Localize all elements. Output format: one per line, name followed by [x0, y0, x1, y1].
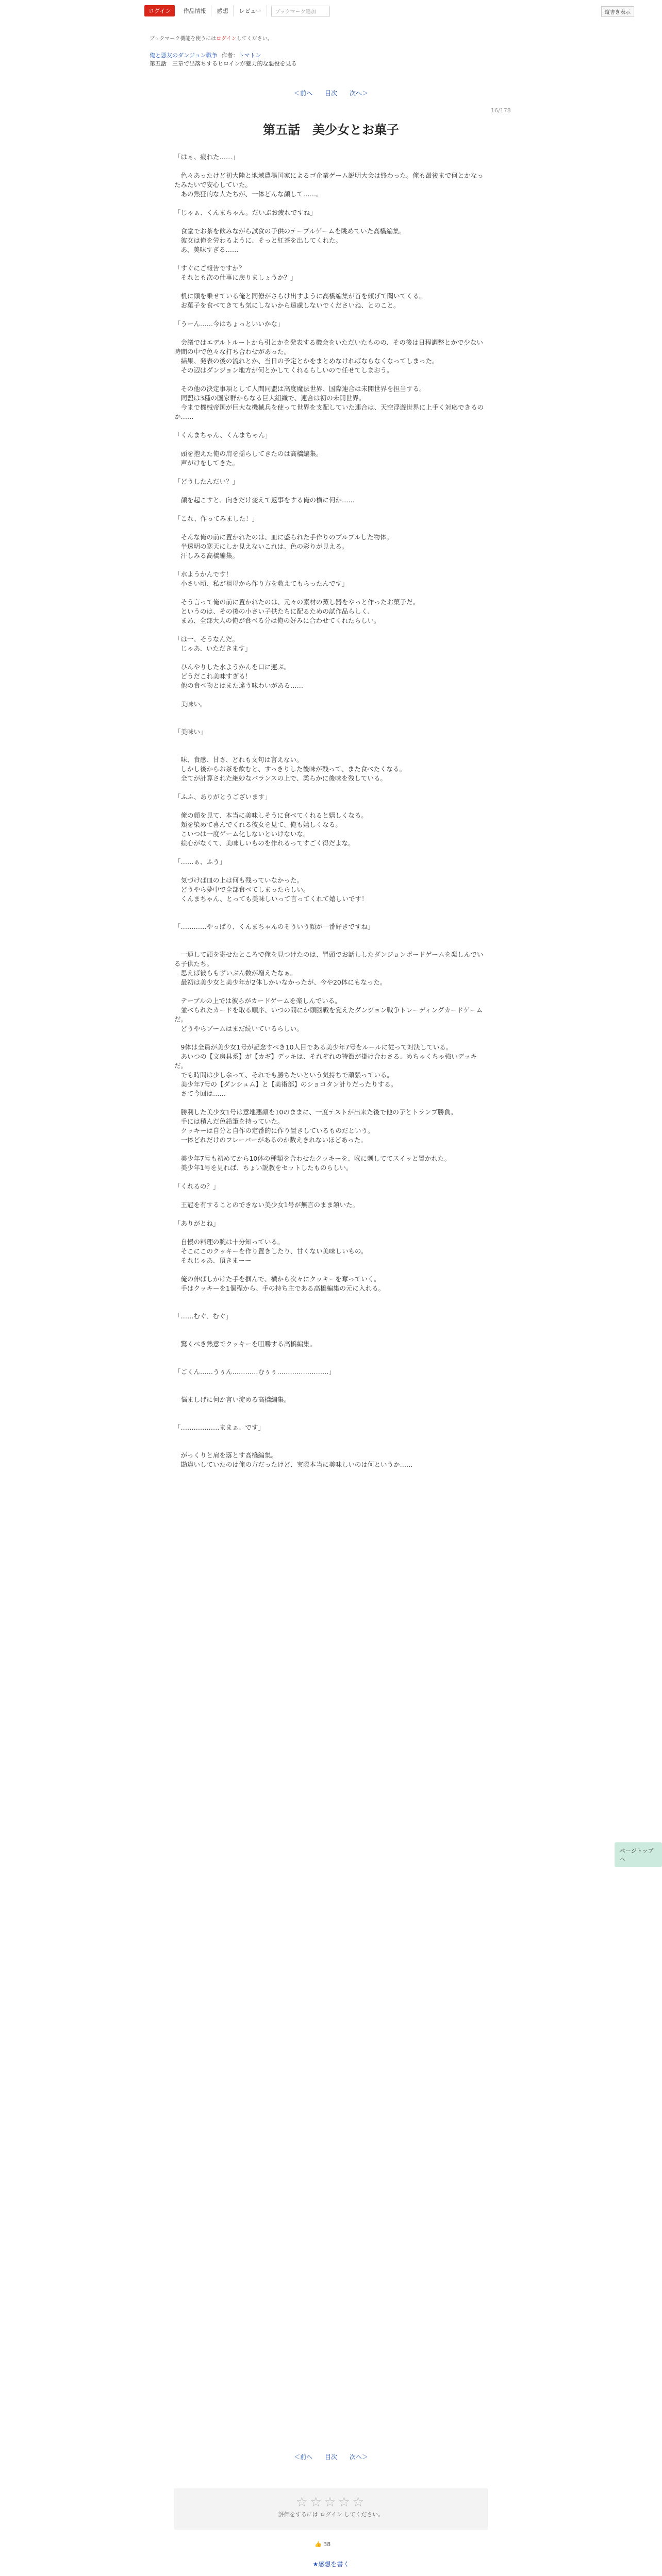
body-paragraph: 会議ではエデルトルートから引とかを発表する機会をいただいたものの、その後は日程調整とかで少ない時間の中で色々な打ち合わせがあった。 結果、発表の後の流れとか、当日の予定とかをまとめなければならなくなってしまった。 その辺はダンジョン地方が何とかしてくれるらしいので任せてしまおう。	[174, 338, 483, 374]
body-paragraph	[174, 1145, 488, 1154]
body-paragraph: テーブルの上では彼らがカードゲームを楽しんでいる。 並べられたカードを取る順序、いつの間にか頭脳戦を覚えたダンジョン戦争トレーディングカードゲームだ。 どうやらブームはまだ続いているらしい。	[174, 997, 483, 1032]
body-paragraph	[174, 1386, 488, 1395]
body-paragraph: 「水ようかんです！ 小さい頃、私が祖母から作り方を教えてもらったんです」	[174, 570, 349, 587]
body-paragraph	[174, 941, 488, 950]
bookmark-add-input[interactable]: ブックマーク追加	[271, 6, 330, 16]
body-paragraph: 「どうしたんだい？」	[174, 478, 239, 485]
body-paragraph: 「すぐにご報告ですか？ それとも次の仕事に戻りましょうか？」	[174, 264, 297, 281]
body-paragraph	[174, 588, 488, 598]
body-paragraph: 机に頭を乗せている俺と同僚がさらけ出すように高橋編集が首を傾げて聞いてくる。 お菓子を食べてきても気にしないから遠慮しないでくださいね、とのこと。	[180, 292, 426, 309]
body-paragraph: 顔を起こすと、向きだけ変えて返事をする俺の横に何か……	[174, 496, 355, 504]
body-paragraph	[174, 1033, 488, 1043]
next-link[interactable]: 次へ＞	[349, 2453, 368, 2461]
body-paragraph: 俺の顔を見て、本当に美味しそうに食べてくれると嬉しくなる。 頬を染めて喜んでくれる彼女を見て、俺も嬉しくなる。 こいつは一度ゲーム化しないといけないな。 絵心がなくて、美味しいものを作れるってすごく得だよな。	[180, 811, 368, 847]
body-paragraph	[174, 1321, 488, 1330]
body-paragraph	[174, 255, 488, 264]
body-paragraph: 「うーん……今はちょっといいかな」	[174, 320, 284, 328]
chapter-nav-bottom	[0, 2452, 662, 2461]
body-paragraph	[174, 690, 488, 700]
body-paragraph: 自慢の料理の腕は十分知っている。 そこにこのクッキーを作り置きしたり、甘くない美味しいもの。 それじゃあ、頂きまーー	[180, 1238, 368, 1264]
body-paragraph	[174, 653, 488, 663]
prev-link[interactable]: ＜前へ	[294, 2453, 313, 2461]
body-paragraph	[174, 1377, 488, 1386]
body-paragraph	[174, 913, 488, 922]
body-paragraph: 「はぁ、疲れた……」	[174, 153, 239, 161]
body-paragraph	[174, 162, 488, 171]
rating-box	[174, 2488, 488, 2530]
body-paragraph	[174, 1330, 488, 1340]
body-paragraph: 美味い。	[174, 700, 207, 708]
body-paragraph: ひんやりした水ようかんを口に運ぶ。 どうだこれ美味すぎる！ 他の食べ物とはまた違う味わいがある……	[180, 663, 304, 689]
body-paragraph: 「……むぐ、むぐ」	[174, 1312, 233, 1320]
toc-link[interactable]: 目次	[324, 90, 337, 97]
body-paragraph	[174, 421, 488, 431]
body-paragraph	[174, 904, 488, 913]
body-paragraph	[174, 1293, 488, 1302]
body-paragraph	[174, 1302, 488, 1312]
body-paragraph: 頭を抱えた俺の肩を揺らしてきたのは高橋編集。 声がけをしてきた。	[180, 450, 323, 467]
body-paragraph: 味、食感、甘さ、どれも文句は言えない。 しかし後からお茶を飲むと、すっきりした後味が残って、また食べたくなる。 全てが計算された絶妙なバランスの上で、柔らかに後味を残している。	[180, 756, 406, 782]
body-paragraph	[174, 783, 488, 792]
body-paragraph	[174, 1432, 488, 1442]
body-paragraph: 「これ、作ってみました！」	[174, 515, 259, 522]
body-paragraph: 俺の伸ばしかけた手を掴んで、横から次々にクッキーを奪っていく。 手はクッキーを1個程から、手の持ち主である高橋編集の元に入れる。	[180, 1275, 385, 1292]
body-paragraph: そう言って俺の前に置かれたのは、元々の素材の蒸し器をやっと作ったお菓子だ。 というのは、その後の小さい子供たちに配るための試作品らしく、 まあ、全部大人の俺が食べる分は俺の好みに合わせてくれたらしい。	[180, 598, 420, 624]
body-paragraph: 一連して頭を寄せたところで俺を見つけたのは、冒頭でお話ししたダンジョンボードゲームを楽しんでいる子供たち。 思えば彼らもずいぶん数が増えたなぁ。 最初は美少女と美少年が2体しかいなかったが、今や20体にもなった。	[174, 951, 484, 986]
body-paragraph: 「くんまちゃん、くんまちゃん」	[174, 431, 272, 439]
body-paragraph: 王冠を有することのできない美少女1号が無言のまま頷いた。	[174, 1201, 359, 1209]
body-paragraph	[174, 1098, 488, 1108]
body-paragraph	[174, 802, 488, 811]
body-paragraph	[174, 1191, 488, 1200]
rating-stars[interactable]: ☆☆☆☆☆	[295, 2495, 367, 2510]
body-paragraph	[174, 1358, 488, 1367]
body-paragraph: 「は一、そうなんだ。 じゃあ、いただきます」	[174, 635, 252, 652]
login-link[interactable]: ログイン	[216, 36, 237, 42]
vertical-mode-button[interactable]: 縦書き表示	[601, 6, 634, 17]
body-paragraph	[174, 848, 488, 857]
body-paragraph: 「美味い」	[174, 728, 207, 736]
body-paragraph: 「くれるの？」	[174, 1182, 220, 1190]
body-paragraph: 「……ぁ、ふう」	[174, 858, 226, 866]
series-info: 俺と悪友のダンジョン戦争 作者：トマトン 第五話 三章で出落ちするヒロインが魅力的な悪役を見る	[150, 52, 510, 68]
series-title-link[interactable]: 俺と悪友のダンジョン戦争	[150, 52, 218, 59]
body-paragraph	[174, 1414, 488, 1423]
body-paragraph: 悩ましげに何か言い淀める高橋編集。	[174, 1396, 291, 1403]
body-paragraph	[174, 561, 488, 570]
body-paragraph: その他の決定事項として人間同盟は高度魔法世界、国際連合は未開世界を担当する。 同盟は3種の国家群からなる巨大組織で、連合は初の未開世界。 今まで機械帝国が巨大な機械兵を使って世界を支配していた連合は、天空浮遊世界に上手く対応できるのか……	[174, 385, 484, 420]
body-paragraph	[174, 523, 488, 533]
body-paragraph	[174, 468, 488, 477]
body-paragraph: 食堂でお茶を飲みながら試食の子供のテーブルゲームを眺めていた高橋編集。 彼女は俺を労わるように、そっと紅茶を出してくれた。 あ、美味すぎる……	[180, 227, 406, 253]
rating-note: 評価をするには ログイン してください。	[278, 2511, 384, 2518]
body-paragraph	[174, 1265, 488, 1275]
body-paragraph	[174, 746, 488, 755]
body-paragraph: 勝利した美少女1号は意地悪顔を10のままに、一度テストが出来た後で他の子とトランプ勝負。 手には積んだ色鉛筆を持っていた。 クッキーは自分と自作の定番的に作り置きしているものだという。 一体どれだけのフレーバーがあるのか数えきれないほどあった。	[180, 1108, 457, 1144]
body-paragraph	[174, 625, 488, 635]
body-paragraph: 「………………ままぁ、です」	[174, 1423, 265, 1431]
nav-item-reviews[interactable]: レビュー	[234, 5, 267, 16]
top-nav	[144, 4, 516, 18]
chapter-nav-top	[0, 89, 662, 97]
page-number: 16/178	[491, 107, 511, 114]
novel-body	[174, 152, 488, 1469]
body-paragraph: そんな俺の前に置かれたのは、皿に盛られた手作りのブルブルした物体。 半透明の寒天にしか見えないこれは、色の彩りが見える。 汗しみる高橋編集。	[180, 533, 393, 560]
nav-item-info[interactable]: 作品情報	[178, 5, 211, 16]
body-paragraph: 色々あったけど初大陸と地域農場国家によるゴ企業ゲーム説明大会は終わった。俺も最後まで何とかなったみたいで安心していた。 あの熱狂的な人たちが、一体どんな顔して……。	[174, 172, 484, 198]
login-button[interactable]: ログイン	[144, 5, 175, 16]
body-paragraph	[174, 1210, 488, 1219]
body-paragraph	[174, 310, 488, 319]
body-paragraph	[174, 199, 488, 208]
write-review-link[interactable]: ★感想を書く	[312, 2561, 350, 2568]
body-paragraph	[174, 1349, 488, 1358]
body-paragraph: 9体は全員が美少女1号が記念すべき10人目である美少年7号をルールに従って対決している。 あいつの【文房具系】が【カギ】デッキは、それぞれの特徴が掛け合わさる、めちゃくちゃ強いデッキだ。 でも時間は少し余って、それでも勝ちたいという気持ちで頑張っている。 美少年7号の【ダンシュム】と【美術部】のショコタン計りだったりする。 さて今回は……	[174, 1043, 477, 1097]
like-count[interactable]: 👍 38	[315, 2541, 331, 2548]
body-paragraph: 「ありがとね」	[174, 1219, 220, 1227]
episode-subtitle: 第五話 三章で出落ちするヒロインが魅力的な悪役を見る	[150, 60, 297, 67]
thumbs-up-icon: 👍	[315, 2541, 322, 2548]
body-paragraph: 「じゃぁ、くんまちゃん。だいぶお疲れですね」	[174, 209, 317, 216]
body-paragraph	[174, 1173, 488, 1182]
body-paragraph	[174, 282, 488, 292]
author-link[interactable]: トマトン	[238, 52, 261, 59]
body-paragraph	[174, 1228, 488, 1238]
body-paragraph	[174, 329, 488, 338]
body-paragraph	[174, 1442, 488, 1451]
body-paragraph	[174, 709, 488, 718]
nav-item-impressions[interactable]: 感想	[211, 5, 234, 16]
body-paragraph	[174, 1404, 488, 1414]
body-paragraph	[174, 486, 488, 496]
body-paragraph	[174, 505, 488, 514]
next-link[interactable]: 次へ＞	[349, 90, 368, 97]
body-paragraph	[174, 737, 488, 746]
body-paragraph	[174, 931, 488, 941]
body-paragraph	[174, 440, 488, 449]
body-paragraph: 「ごくん……うぅん…………むぅぅ……………………」	[174, 1368, 336, 1376]
body-paragraph: 気づけば皿の上は何も残っていなかった。 どうやら夢中で全部食べてしまったらしい。 くんまちゃん、とっても美味しいって言ってくれて嬉しいです！	[180, 876, 368, 903]
body-paragraph: 「…………やっぱり、くんまちゃんのそういう顔が一番好きですね」	[174, 923, 374, 930]
prev-link[interactable]: ＜前へ	[294, 90, 313, 97]
toc-link[interactable]: 目次	[324, 2453, 337, 2461]
login-notice: ブックマーク機能を使うにはログインしてください。	[150, 36, 273, 42]
episode-title: 第五話 美少女とお菓子	[263, 123, 399, 137]
body-paragraph	[174, 217, 488, 227]
body-paragraph	[174, 375, 488, 384]
body-paragraph: 美少年7号も初めてから10体の種類を合わせたクッキーを、喉に刺しててスイッと置かれた。 美少年1号を見れば、ちょい説教をセットしたものらしい。	[180, 1155, 451, 1172]
body-paragraph	[174, 718, 488, 727]
body-paragraph	[174, 867, 488, 876]
body-paragraph: がっくりと肩を落とす高橋編集。 勘違いしていたのは俺の方だったけど、実際本当に美味しいのは何というか……	[180, 1451, 413, 1468]
body-paragraph: 驚くべき熱意でクッキーを咀嚼する高橋編集。	[174, 1340, 317, 1348]
body-paragraph: 「ふふ、ありがとうございます」	[174, 793, 271, 801]
page-top-button[interactable]: ページトップへ	[615, 1842, 662, 1867]
body-paragraph	[174, 987, 488, 996]
